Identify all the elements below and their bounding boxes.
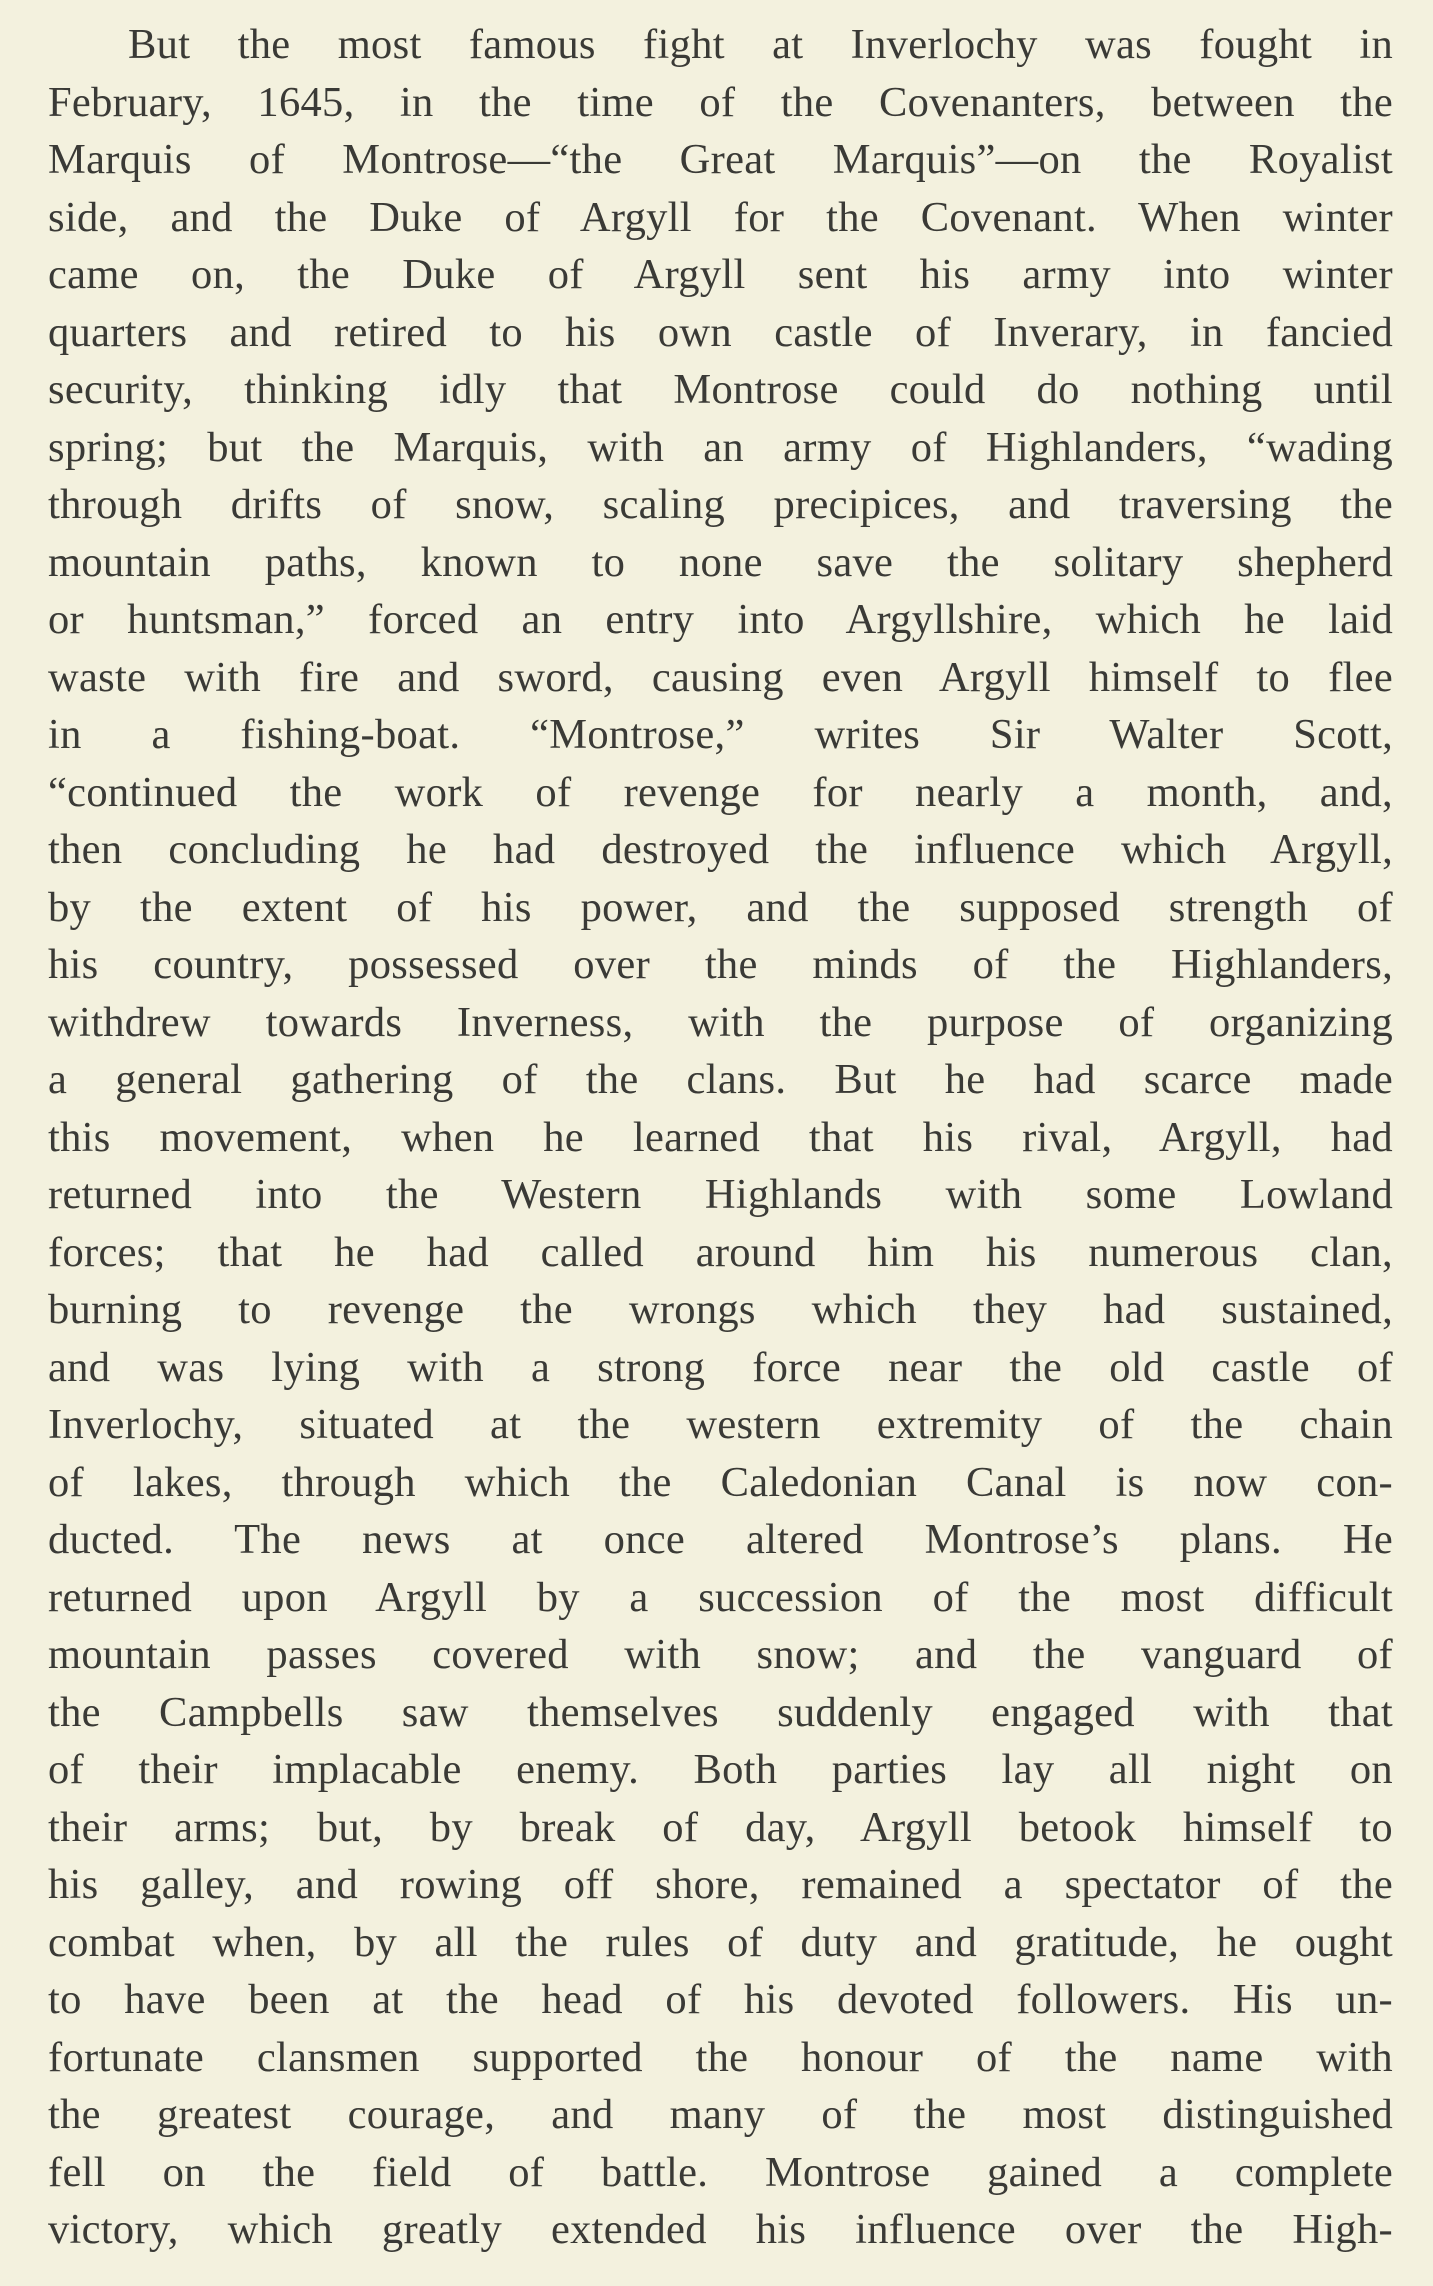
text-line: waste with fire and sword, causing even Argyll himself to flee xyxy=(48,653,1393,701)
text-line: side, and the Duke of Argyll for the Covenant. When winter xyxy=(48,193,1393,241)
text-line: combat when, by all the rules of duty and gratitude, he ought xyxy=(48,1918,1393,1966)
text-line: of lakes, through which the Caledonian Canal is now con- xyxy=(48,1458,1393,1506)
text-line: mountain passes covered with snow; and the vanguard of xyxy=(48,1631,1393,1678)
text-line: his country, possessed over the minds of the Highlanders, xyxy=(48,941,1393,988)
text-line: of their implacable enemy. Both parties lay all night on xyxy=(48,1746,1393,1793)
text-line: quarters and retired to his own castle of Inverary, in fancied xyxy=(48,308,1393,356)
text-line: fell on the field of battle. Montrose gained a complete xyxy=(48,2148,1393,2196)
text-line: burning to revenge the wrongs which they had sustained, xyxy=(48,1286,1393,1333)
text-line: or huntsman,” forced an entry into Argyllshire, which he laid xyxy=(48,596,1393,643)
text-line: fortunate clansmen supported the honour of the name with xyxy=(48,2033,1393,2081)
text-line: the greatest courage, and many of the most distinguished xyxy=(48,2091,1393,2138)
text-line: this movement, when he learned that his rival, Argyll, had xyxy=(48,1113,1393,1161)
text-line: came on, the Duke of Argyll sent his army into winter xyxy=(48,251,1393,298)
text-line: spring; but the Marquis, with an army of Highlanders, “wading xyxy=(48,423,1393,471)
text-line: ducted. The news at once altered Montrose’s plans. He xyxy=(48,1516,1393,1563)
text-line: returned into the Western Highlands with some Lowland xyxy=(48,1171,1393,1218)
text-line: to have been at the head of his devoted followers. His un- xyxy=(48,1976,1393,2023)
text-line: returned upon Argyll by a succession of the most difficult xyxy=(48,1573,1393,1621)
text-line: But the most famous fight at Inverlochy was fought in xyxy=(128,21,1393,68)
text-line: mountain paths, known to none save the solitary shepherd xyxy=(48,538,1393,586)
text-line: “continued the work of revenge for nearly a month, and, xyxy=(48,768,1393,816)
text-line: forces; that he had called around him his numerous clan, xyxy=(48,1228,1393,1276)
text-line: the Campbells saw themselves suddenly engaged with that xyxy=(48,1688,1393,1736)
text-line: through drifts of snow, scaling precipices, and traversing the xyxy=(48,481,1393,528)
text-line: February, 1645, in the time of the Covenanters, between the xyxy=(48,78,1393,126)
text-line: then concluding he had destroyed the influence which Argyll, xyxy=(48,826,1393,873)
text-line: and was lying with a strong force near the old castle of xyxy=(48,1343,1393,1391)
text-line: victory, which greatly extended his influence over the High- xyxy=(48,2206,1393,2253)
text-line: their arms; but, by break of day, Argyll betook himself to xyxy=(48,1803,1393,1851)
text-line: a general gathering of the clans. But he had scarce made xyxy=(48,1056,1393,1103)
text-line: in a fishing-boat. “Montrose,” writes Sir Walter Scott, xyxy=(48,711,1393,758)
text-line: Inverlochy, situated at the western extremity of the chain xyxy=(48,1401,1393,1448)
body-paragraph xyxy=(48,16,1393,2259)
text-line: security, thinking idly that Montrose could do nothing until xyxy=(48,366,1393,413)
text-line: by the extent of his power, and the supposed strength of xyxy=(48,883,1393,931)
text-line: Marquis of Montrose—“the Great Marquis”—on the Royalist xyxy=(48,136,1393,183)
text-line: his galley, and rowing off shore, remained a spectator of the xyxy=(48,1861,1393,1908)
text-line: withdrew towards Inverness, with the purpose of organizing xyxy=(48,998,1393,1046)
